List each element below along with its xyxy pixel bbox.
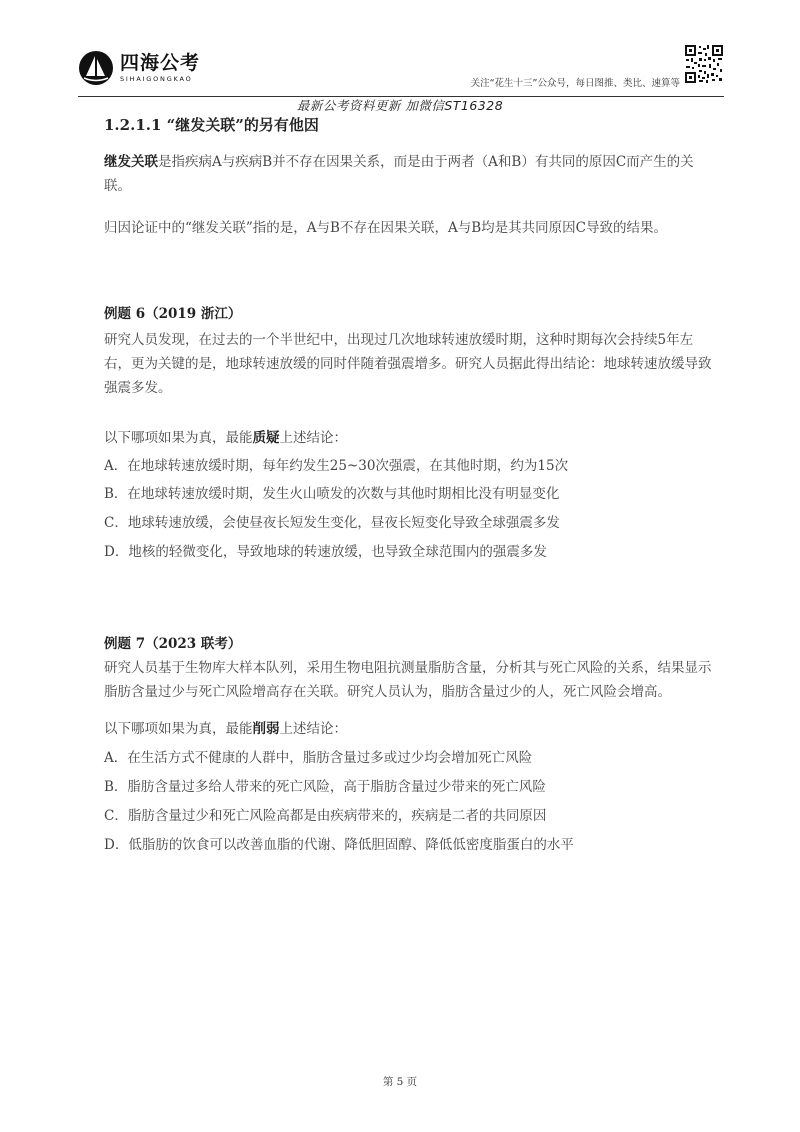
sailboat-logo-icon bbox=[78, 50, 114, 86]
logo-subtitle: SIHAIGONGKAO bbox=[120, 75, 193, 83]
example-6-option-d: D．地核的轻微变化，导致地球的转速放缓，也导致全球范围内的强震多发 bbox=[104, 544, 547, 560]
section-title: 1.2.1.1 “继发关联”的另有他因 bbox=[104, 116, 319, 134]
qr-code-icon bbox=[684, 44, 724, 84]
logo-name: 四海公考 bbox=[120, 52, 201, 74]
example-6-option-c: C．地球转速放缓，会使昼夜长短发生变化，昼夜长短变化导致全球强震多发 bbox=[104, 515, 560, 531]
watermark-text: 最新公考资料更新 加微信ST16328 bbox=[296, 98, 504, 113]
intro-paragraph-1-text: 是指疾病A与疾病B并不存在因果关系，而是由于两者（A和B）有共同的原因C而产生的关联。 bbox=[104, 154, 694, 194]
example-7-title: 例题 7（2023 联考） bbox=[104, 636, 242, 652]
example-7-option-a: A．在生活方式不健康的人群中，脂肪含量过多或过少均会增加死亡风险 bbox=[104, 750, 533, 766]
example-7-option-b: B．脂肪含量过多给人带来的死亡风险，高于脂肪含量过少带来的死亡风险 bbox=[104, 779, 546, 795]
intro-paragraph-2: 归因论证中的“继发关联”指的是，A与B不存在因果关联，A与B均是其共同原因C导致的结果。 bbox=[104, 220, 667, 236]
header-note: 关注“花生十三”公众号，每日图推、类比、速算等 bbox=[470, 78, 680, 89]
example-7-question: 以下哪项如果为真，最能削弱上述结论： bbox=[104, 721, 347, 737]
page-header bbox=[78, 44, 724, 96]
page-number: 第 5 页 bbox=[382, 1076, 418, 1088]
logo bbox=[78, 50, 200, 86]
example-7-stem: 研究人员基于生物库大样本队列，采用生物电阻抗测量脂肪含量，分析其与死亡风险的关系，结果显示脂肪含量过少与死亡风险增高存在关联。研究人员认为，脂肪含量过少的人，死亡风险会增高。 bbox=[104, 660, 712, 700]
term-highlight: 继发关联 bbox=[104, 154, 158, 170]
example-6-stem: 研究人员发现，在过去的一个半世纪中，出现过几次地球转速放缓时期，这种时期每次会持续5年左右，更为关键的是，地球转速放缓的同时伴随着强震增多。研究人员据此得出结论：地球转速放缓导致强震多发。 bbox=[104, 332, 712, 396]
example-6-option-a: A．在地球转速放缓时期，每年约发生25~30次强震，在其他时期，约为15次 bbox=[104, 458, 569, 474]
example-7-option-c: C．脂肪含量过少和死亡风险高都是由疾病带来的，疾病是二者的共同原因 bbox=[104, 808, 547, 824]
example-7-option-d: D．低脂肪的饮食可以改善血脂的代谢、降低胆固醇、降低低密度脂蛋白的水平 bbox=[104, 837, 574, 853]
question-keyword: 质疑 bbox=[252, 430, 280, 446]
example-6-question: 以下哪项如果为真，最能质疑上述结论： bbox=[104, 430, 347, 446]
intro-paragraph-1 bbox=[104, 150, 714, 198]
example-6-title: 例题 6（2019 浙江） bbox=[104, 306, 242, 322]
example-6-option-b: B．在地球转速放缓时期，发生火山喷发的次数与其他时期相比没有明显变化 bbox=[104, 486, 560, 502]
question-keyword: 削弱 bbox=[252, 721, 280, 737]
